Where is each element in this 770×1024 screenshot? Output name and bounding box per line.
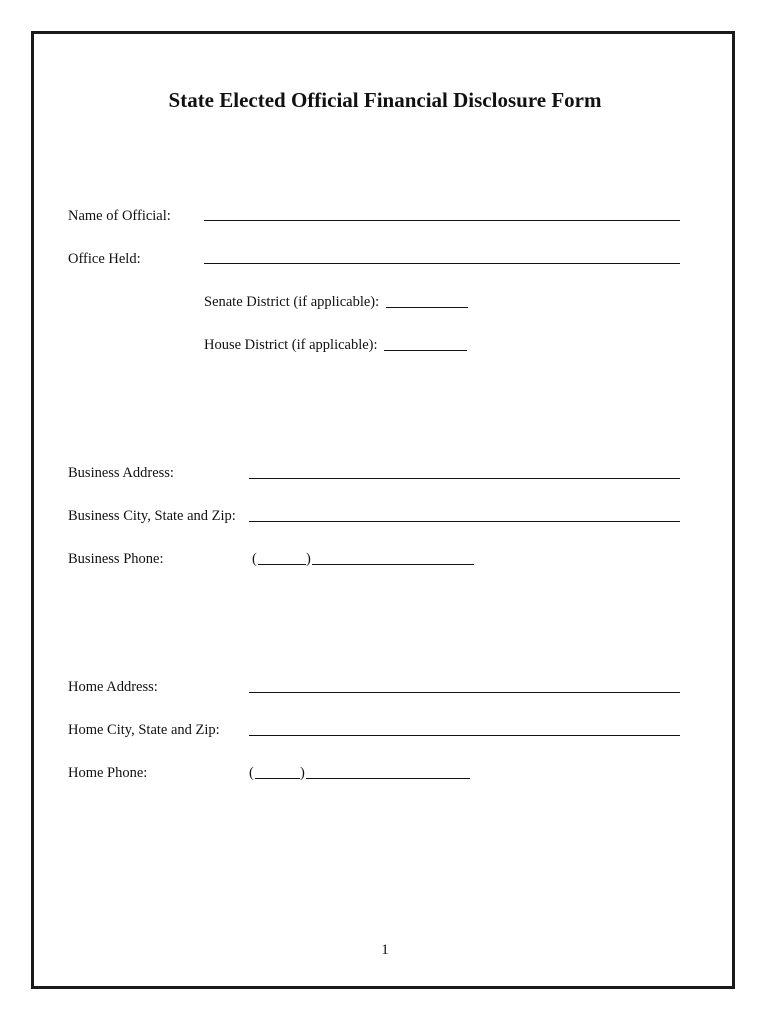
name-of-official-label: Name of Official: <box>68 208 171 224</box>
home-address-label: Home Address: <box>68 679 158 695</box>
business-city-state-zip-label: Business City, State and Zip: <box>68 508 236 524</box>
business-address-label: Business Address: <box>68 465 174 481</box>
house-district-label: House District (if applicable): <box>204 337 378 353</box>
home-city-state-zip-field[interactable] <box>249 735 680 736</box>
home-address-field[interactable] <box>249 692 680 693</box>
home-phone-open-paren: ( <box>249 765 254 781</box>
business-phone-label: Business Phone: <box>68 551 164 567</box>
business-phone-close-paren: ) <box>306 551 311 567</box>
business-address-field[interactable] <box>249 478 680 479</box>
senate-district-label: Senate District (if applicable): <box>204 294 380 310</box>
form-title: State Elected Official Financial Disclosure Form <box>168 88 602 112</box>
business-city-state-zip-field[interactable] <box>249 521 680 522</box>
name-of-official-field[interactable] <box>204 220 680 221</box>
home-phone-number-field[interactable] <box>306 778 470 779</box>
home-city-state-zip-label: Home City, State and Zip: <box>68 722 220 738</box>
business-phone-area-code-field[interactable] <box>258 564 306 565</box>
business-phone-open-paren: ( <box>252 551 257 567</box>
home-phone-area-code-field[interactable] <box>255 778 300 779</box>
home-phone-close-paren: ) <box>300 765 305 781</box>
page-number: 1 <box>381 942 389 958</box>
senate-district-field[interactable] <box>386 307 468 308</box>
home-phone-label: Home Phone: <box>68 765 148 781</box>
business-phone-number-field[interactable] <box>312 564 474 565</box>
house-district-field[interactable] <box>384 350 467 351</box>
office-held-label: Office Held: <box>68 251 141 267</box>
office-held-field[interactable] <box>204 263 680 264</box>
